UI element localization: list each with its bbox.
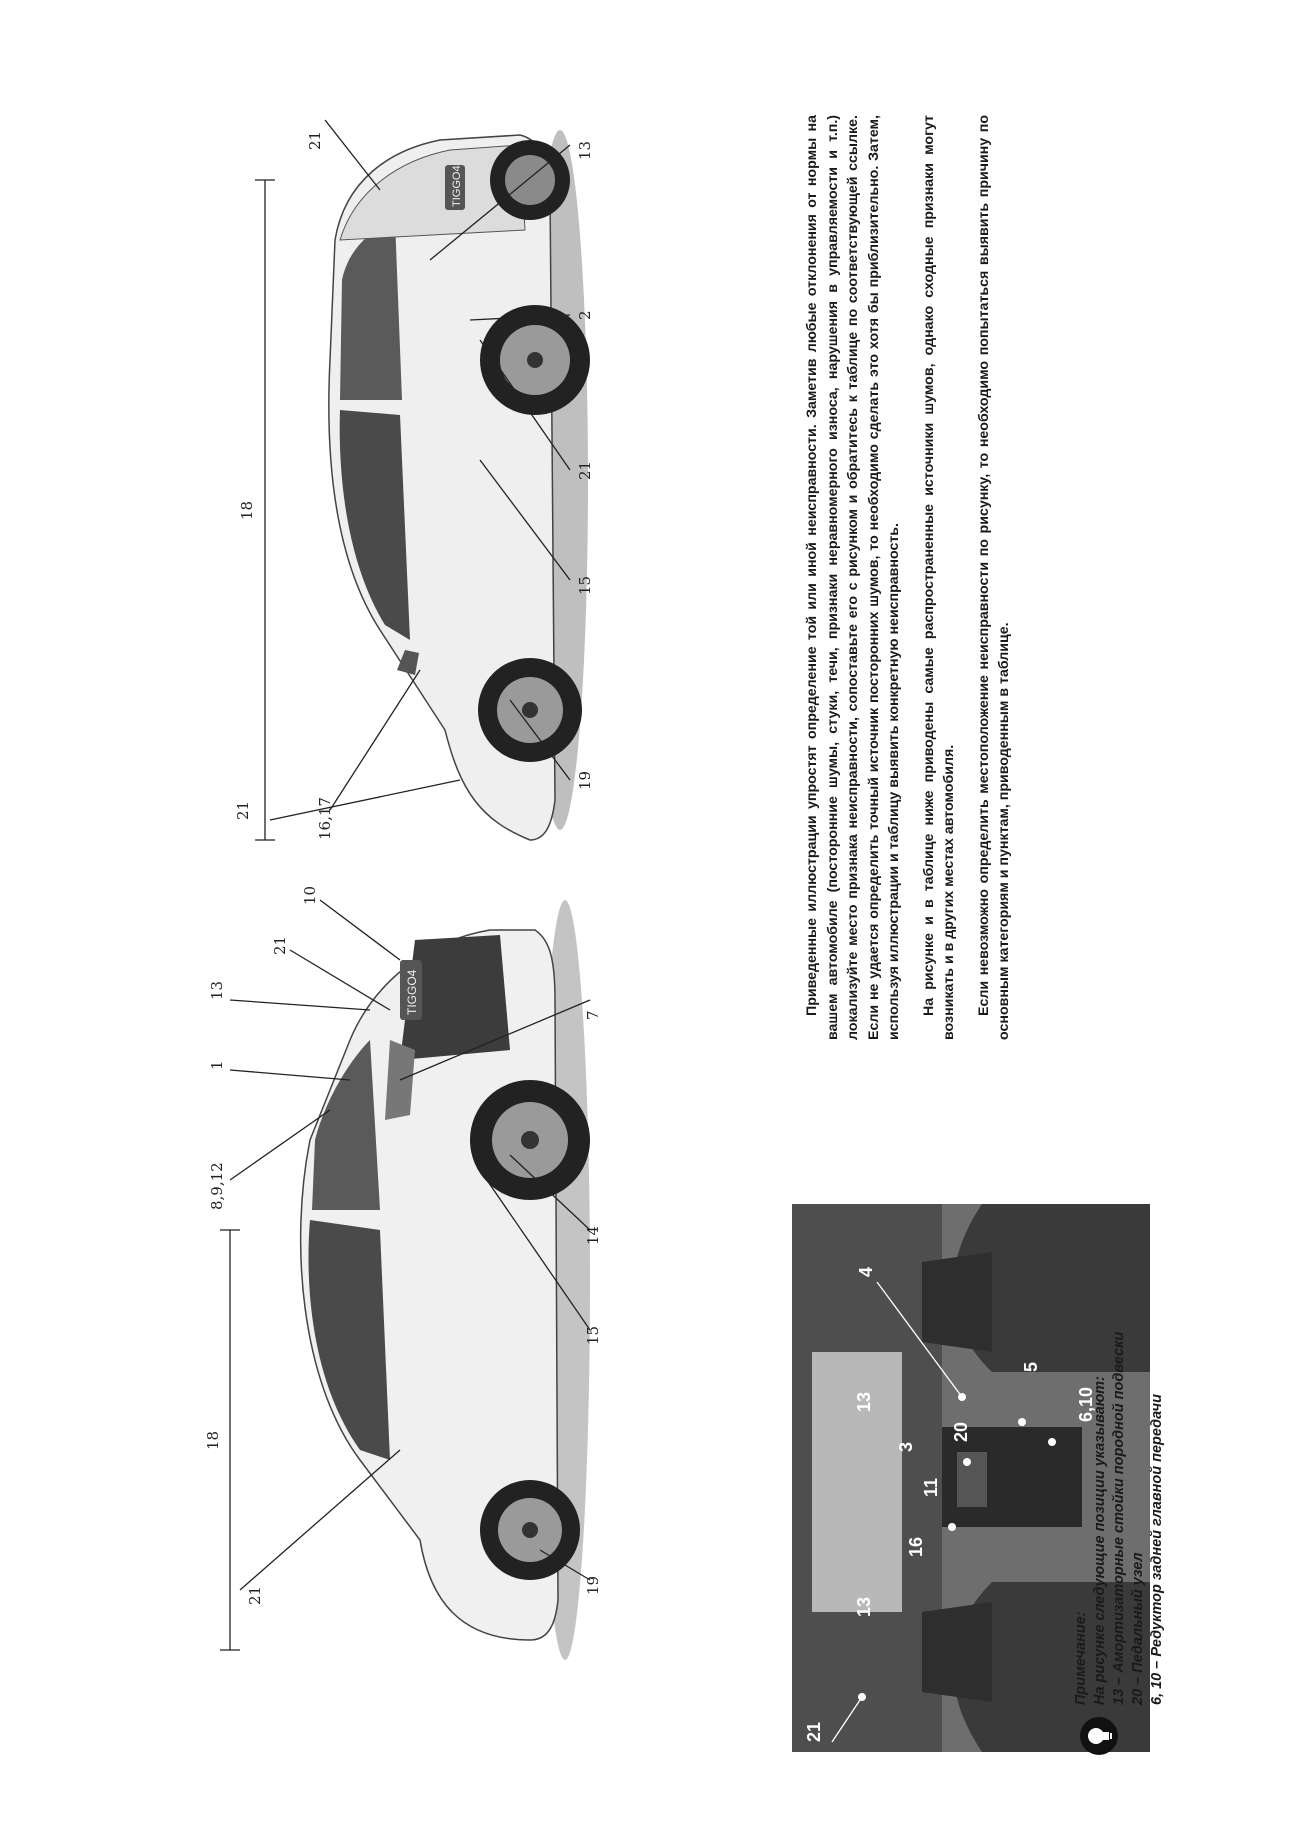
front-callout-1: 1 [208, 1060, 226, 1070]
interior-callout-3: 3 [896, 1441, 916, 1452]
front-callout-8-9-12: 8,9,12 [208, 1162, 226, 1210]
rear-callout-21-mid: 21 [576, 460, 594, 480]
front-car-illustration [200, 880, 600, 1700]
rear-callout-18: 18 [238, 500, 256, 520]
front-badge: TIGGO4 [405, 969, 419, 1015]
front-callout-13: 13 [208, 980, 226, 1000]
paragraph-3: Если невозможно определить местоположение неисправности по рисунку, то необходимо попытаться выявить причину по основным категориям и пунктам, приводенным в таблице. [975, 115, 1012, 1040]
interior-callout-6-10: 6,10 [1076, 1386, 1096, 1422]
note-item: 20 – Педальный узел [1130, 1552, 1146, 1705]
note-block [1072, 1285, 1182, 1755]
rear-callout-19: 19 [576, 770, 594, 790]
paragraph-1: Приведенные иллюстрации упростят определение той или иной неисправности. Заметив любые отклонения от нормы на вашем автомобиле (посторонние шумы, стуки, течи, признаки неравномерного износа, нарушения в управляемости и т.п.) локализуйте место признака неисправности, сопоставьте его с рисунком и обратитесь к таблице по соответствующей ссылке. Если не удается определить точный источник посторонних шумов, то необходимо сделать это хотя бы приблизительно. Затем, используя иллюстрации и таблицу выявить конкретную неисправность. [804, 115, 902, 1040]
interior-callout-13-left: 13 [854, 1596, 874, 1617]
front-callout-10: 10 [301, 885, 319, 905]
front-callout-18: 18 [204, 1430, 222, 1450]
note-item: 6, 10 – Редуктор задней главной передачи [1149, 1394, 1165, 1705]
rear-callout-15: 15 [576, 575, 594, 595]
main-text [802, 115, 1032, 1040]
rear-callout-2: 2 [576, 310, 594, 320]
interior-callout-11: 11 [921, 1477, 941, 1497]
front-callout-21-right: 21 [271, 935, 289, 955]
lightbulb-icon [1080, 1717, 1118, 1755]
front-car-drawing [200, 880, 600, 1700]
front-callout-19: 19 [584, 1575, 602, 1595]
front-callout-14: 14 [584, 1225, 602, 1245]
rear-callout-21-top: 21 [306, 130, 324, 150]
note-intro: На рисунке следующие позиции указывают: [1092, 1376, 1108, 1705]
note-title: Примечание: [1073, 1611, 1089, 1705]
interior-callout-21: 21 [804, 1721, 824, 1742]
interior-callout-5: 5 [1021, 1361, 1041, 1372]
rear-callout-16-17: 16,17 [316, 797, 334, 840]
paragraph-2: На рисунке и в таблице ниже приводены самые распространенные источники шумов, однако сходные признаки могут возникать и в других местах автомобиля. [920, 115, 957, 1040]
rear-car-illustration [230, 110, 600, 880]
interior-callout-16: 16 [906, 1536, 926, 1557]
rear-badge: TIGGO4 [451, 165, 463, 207]
rear-callout-13: 13 [576, 140, 594, 160]
note-item: 13 – Амортизаторные стойки порoдной подвески [1111, 1331, 1127, 1705]
interior-callout-20: 20 [951, 1421, 971, 1442]
front-callout-7: 7 [584, 1010, 602, 1020]
rear-callout-21-left: 21 [234, 800, 252, 820]
interior-callout-13-right: 13 [854, 1391, 874, 1412]
rear-car-drawing [230, 110, 600, 880]
interior-callout-4: 4 [856, 1266, 876, 1277]
front-callout-15: 15 [584, 1325, 602, 1345]
front-callout-21-left: 21 [246, 1585, 264, 1605]
